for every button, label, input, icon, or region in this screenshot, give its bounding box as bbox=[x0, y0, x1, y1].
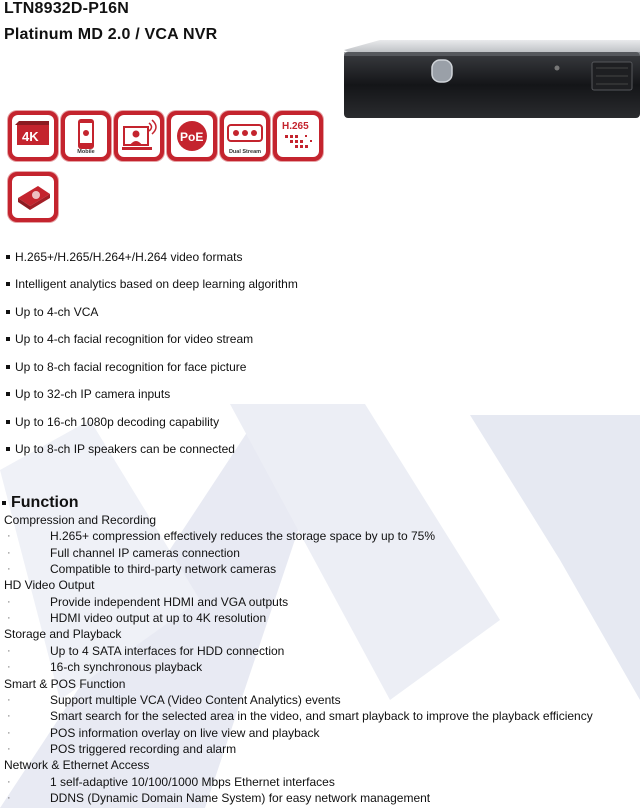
mobile-icon: Mobile bbox=[61, 111, 111, 161]
item-bullet: · bbox=[7, 775, 11, 788]
function-item-text: H.265+ compression effectively reduces the storage space by up to 75% bbox=[50, 529, 436, 544]
item-bullet: · bbox=[7, 661, 11, 674]
nvr-device-image bbox=[340, 38, 640, 120]
product-subtitle: Platinum MD 2.0 / VCA NVR bbox=[4, 26, 218, 43]
item-bullet: · bbox=[7, 644, 11, 657]
svg-text:H.265: H.265 bbox=[282, 121, 309, 132]
item-bullet: · bbox=[7, 726, 11, 739]
function-item-text: Support multiple VCA (Video Content Analytics) events bbox=[50, 692, 341, 707]
function-category: Network & Ethernet Access bbox=[4, 758, 150, 773]
function-item-text: Up to 4 SATA interfaces for HDD connection bbox=[50, 643, 285, 658]
function-item-text: HDMI video output at up to 4K resolution bbox=[50, 611, 267, 626]
item-bullet: · bbox=[7, 595, 11, 608]
function-item-text: POS information overlay on live view and playback bbox=[50, 725, 320, 740]
function-item-text: POS triggered recording and alarm bbox=[50, 741, 237, 756]
function-item-text: Full channel IP cameras connection bbox=[50, 545, 240, 560]
svg-text:PoE: PoE bbox=[180, 130, 204, 144]
function-item-text: Provide independent HDMI and VGA outputs bbox=[50, 594, 289, 609]
h265-icon bbox=[273, 111, 323, 161]
item-bullet: · bbox=[7, 612, 11, 625]
svg-text:4K: 4K bbox=[22, 129, 39, 144]
function-item-text: 1 self-adaptive 10/100/1000 Mbps Ethernet interfaces bbox=[50, 774, 335, 789]
function-category: Compression and Recording bbox=[4, 513, 157, 527]
item-bullet: · bbox=[7, 710, 11, 723]
function-item-text: Smart search for the selected area in the video, and smart playback to improve the playback efficiency bbox=[50, 709, 593, 724]
product-model: LTN8932D-P16N bbox=[4, 0, 130, 17]
item-bullet: · bbox=[7, 530, 11, 543]
item-bullet: · bbox=[7, 563, 11, 576]
function-item-text: Compatible to third-party network cameras bbox=[50, 562, 277, 577]
item-bullet: · bbox=[7, 791, 11, 804]
function-category: Storage and Playback bbox=[4, 627, 122, 642]
4k-icon bbox=[8, 111, 58, 161]
remote-view-icon bbox=[114, 111, 164, 161]
item-bullet: · bbox=[7, 693, 11, 706]
poe-icon bbox=[167, 111, 217, 161]
function-category: Smart & POS Function bbox=[4, 676, 126, 691]
item-bullet: · bbox=[7, 546, 11, 559]
function-item-text: 16-ch synchronous playback bbox=[50, 660, 203, 675]
function-category: HD Video Output bbox=[4, 578, 95, 593]
hdd-icon bbox=[8, 172, 58, 222]
function-item-text: DDNS (Dynamic Domain Name System) for easy network management bbox=[50, 790, 431, 805]
dual-stream-icon: Dual Stream bbox=[220, 111, 270, 161]
item-bullet: · bbox=[7, 742, 11, 755]
